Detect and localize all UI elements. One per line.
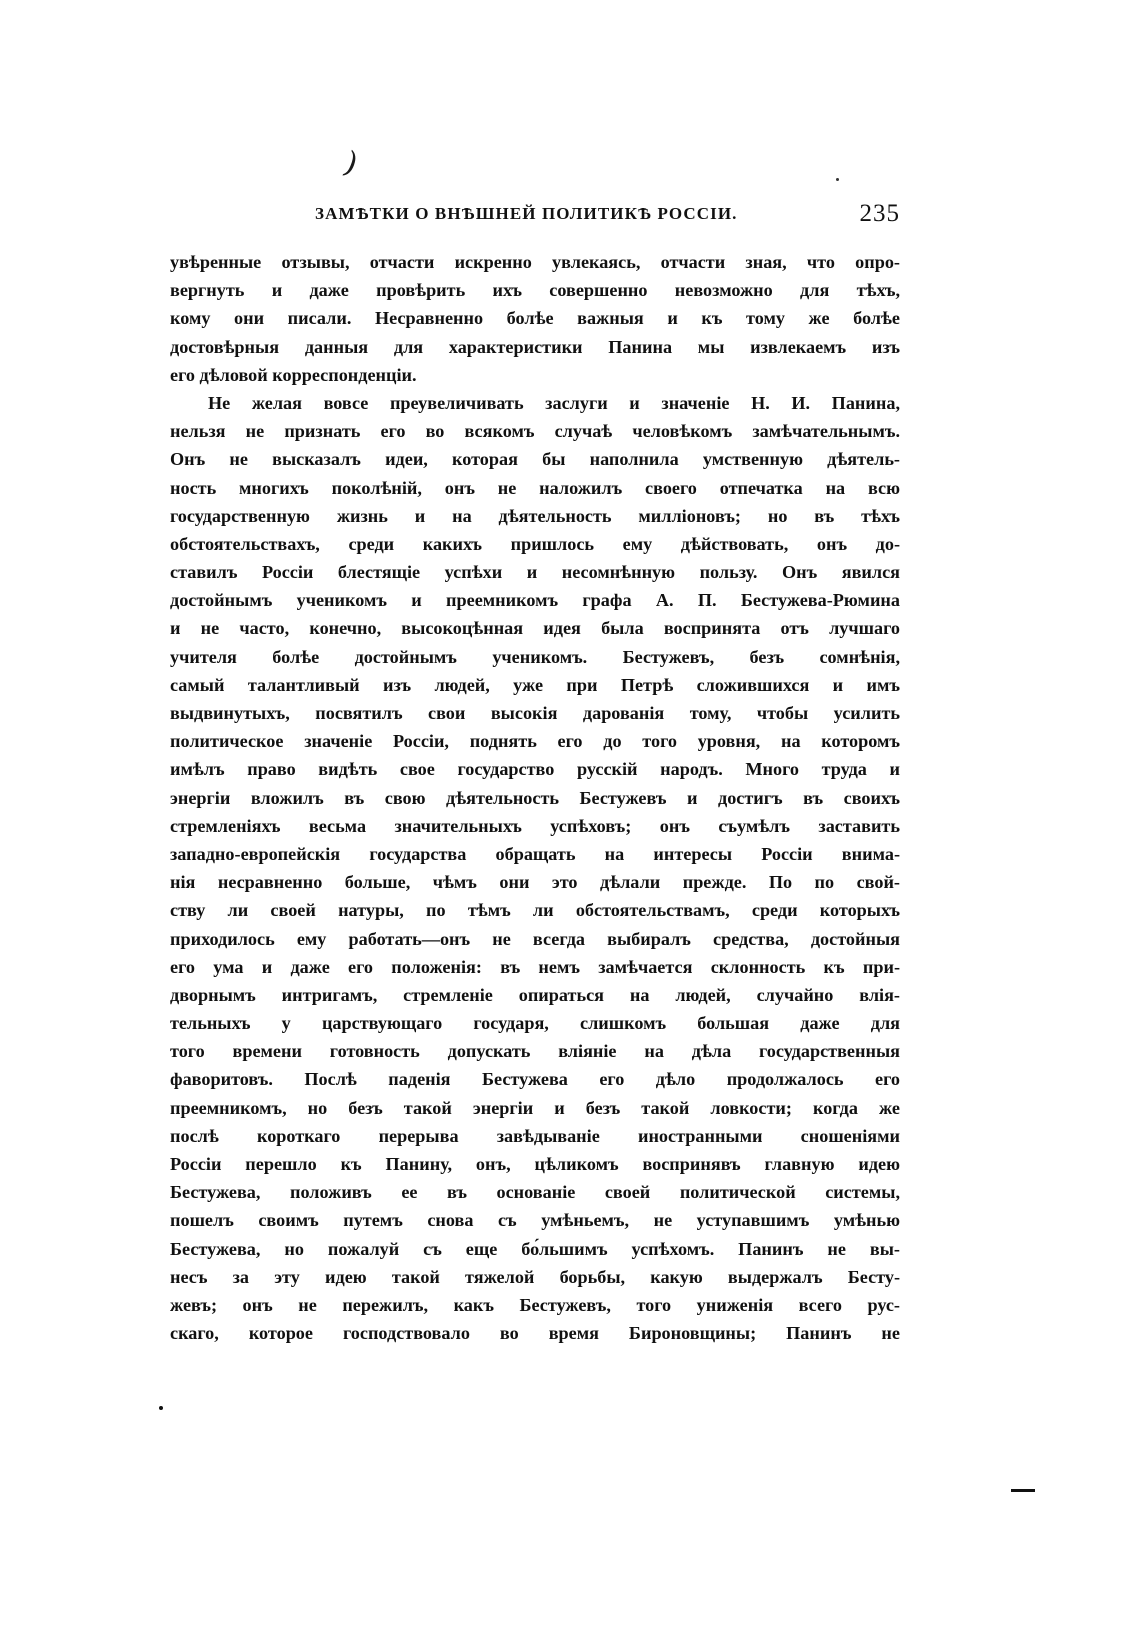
page-header (170, 200, 900, 230)
text-line: несъ за эту идею такой тяжелой борьбы, какую выдержалъ Бесту- (170, 1266, 900, 1287)
text-line: обстоятельствахъ, среди какихъ пришлось ему дѣйствовать, онъ до- (170, 533, 900, 554)
text-line: Россіи перешло къ Панину, онъ, цѣликомъ воспринявъ главную идею (170, 1154, 900, 1174)
text-line: нія несравненно больше, чѣмъ они это дѣлали прежде. По по свой- (170, 872, 900, 893)
text-line: его дѣловой корреспонденціи. (170, 364, 417, 385)
body-text (170, 248, 900, 1347)
text-line: фаворитовъ. Послѣ паденія Бестужева его дѣло продолжалось его (170, 1069, 900, 1090)
text-line: энергіи вложилъ въ свою дѣятельность Бестужевъ и достигъ въ своихъ (170, 787, 900, 808)
text-line: Онъ не высказалъ идеи, которая бы наполнила умственную дѣятель- (170, 449, 900, 470)
text-line: и не часто, конечно, высокоцѣнная идея была воспринята отъ лучшаго (170, 618, 900, 639)
speck-mark-icon (159, 1406, 163, 1410)
text-line: ству ли своей натуры, по тѣмъ ли обстоятельствамъ, среди которыхъ (170, 900, 900, 921)
text-line: Бестужева, но пожалуй съ еще бо́льшимъ успѣхомъ. Панинъ не вы- (170, 1238, 900, 1259)
dash-mark-icon (1011, 1489, 1035, 1492)
text-line: его ума и даже его положенія: въ немъ замѣчается склонность къ при- (170, 956, 900, 977)
page-number: 235 (859, 200, 900, 227)
text-line: Не желая вовсе преувеличивать заслуги и значеніе Н. И. Панина, (208, 392, 900, 413)
text-line: достойнымъ ученикомъ и преемникомъ графа А. П. Бестужева-Рюмина (170, 590, 900, 611)
text-line: имѣлъ право видѣть свое государство русскій народъ. Много труда и (170, 759, 900, 780)
text-line: выдвинутыхъ, посвятилъ свои высокія дарованія тому, чтобы усилить (170, 703, 900, 723)
text-line: западно-европейскія государства обращать на интересы Россіи внима- (170, 843, 900, 864)
text-line: Бестужева, положивъ ее въ основаніе своей политической системы, (170, 1182, 900, 1203)
text-line: кому они писали. Несравненно болѣе важныя и къ тому же болѣе (170, 308, 900, 329)
pen-mark-icon: ) (339, 145, 363, 182)
text-line: нельзя не признать его во всякомъ случаѣ человѣкомъ замѣчательнымъ. (170, 421, 900, 442)
text-line: вергнуть и даже провѣрить ихъ совершенно невозможно для тѣхъ, (170, 280, 900, 301)
text-line: государственную жизнь и на дѣятельность милліоновъ; но въ тѣхъ (170, 505, 900, 526)
text-line: стремленіяхъ весьма значительныхъ успѣховъ; онъ съумѣлъ заставить (170, 815, 900, 836)
text-line: скаго, которое господствовало во время Бироновщины; Панинъ не (170, 1323, 900, 1344)
text-line: политическое значеніе Россіи, поднять его до того уровня, на которомъ (170, 731, 900, 752)
text-line: приходилось ему работать—онъ не всегда выбиралъ средства, достойныя (170, 928, 900, 949)
speck-mark-icon (836, 178, 839, 181)
text-line: самый талантливый изъ людей, уже при Петрѣ сложившихся и имъ (170, 674, 900, 695)
running-title: ЗАМѢТКИ О ВНѢШНЕЙ ПОЛИТИКѢ РОССІИ. (315, 204, 738, 223)
text-line: тельныхъ у царствующаго государя, слишкомъ большая даже для (170, 1013, 900, 1034)
text-line: учителя болѣе достойнымъ ученикомъ. Бестужевъ, безъ сомнѣнія, (170, 646, 900, 667)
text-line: ставилъ Россіи блестящіе успѣхи и несомнѣнную пользу. Онъ явился (170, 562, 900, 583)
text-line: достовѣрныя данныя для характеристики Панина мы извлекаемъ изъ (170, 336, 900, 357)
text-line: пошелъ своимъ путемъ снова съ умѣньемъ, не уступавшимъ умѣнью (170, 1210, 900, 1231)
text-line: дворнымъ интригамъ, стремленіе опираться на людей, случайно влія- (170, 984, 900, 1005)
text-line: послѣ короткаго перерыва завѣдываніе иностранными сношеніями (170, 1125, 900, 1146)
text-line: жевъ; онъ не пережилъ, какъ Бестужевъ, того униженія всего рус- (170, 1294, 900, 1315)
text-line: ность многихъ поколѣній, онъ не наложилъ своего отпечатка на всю (170, 477, 900, 498)
text-line: того времени готовность допускать вліяніе на дѣла государственныя (170, 1041, 900, 1062)
text-line: преемникомъ, но безъ такой энергіи и безъ такой ловкости; когда же (170, 1097, 900, 1118)
text-line: увѣренные отзывы, отчасти искренно увлекаясь, отчасти зная, что опро- (170, 252, 900, 272)
